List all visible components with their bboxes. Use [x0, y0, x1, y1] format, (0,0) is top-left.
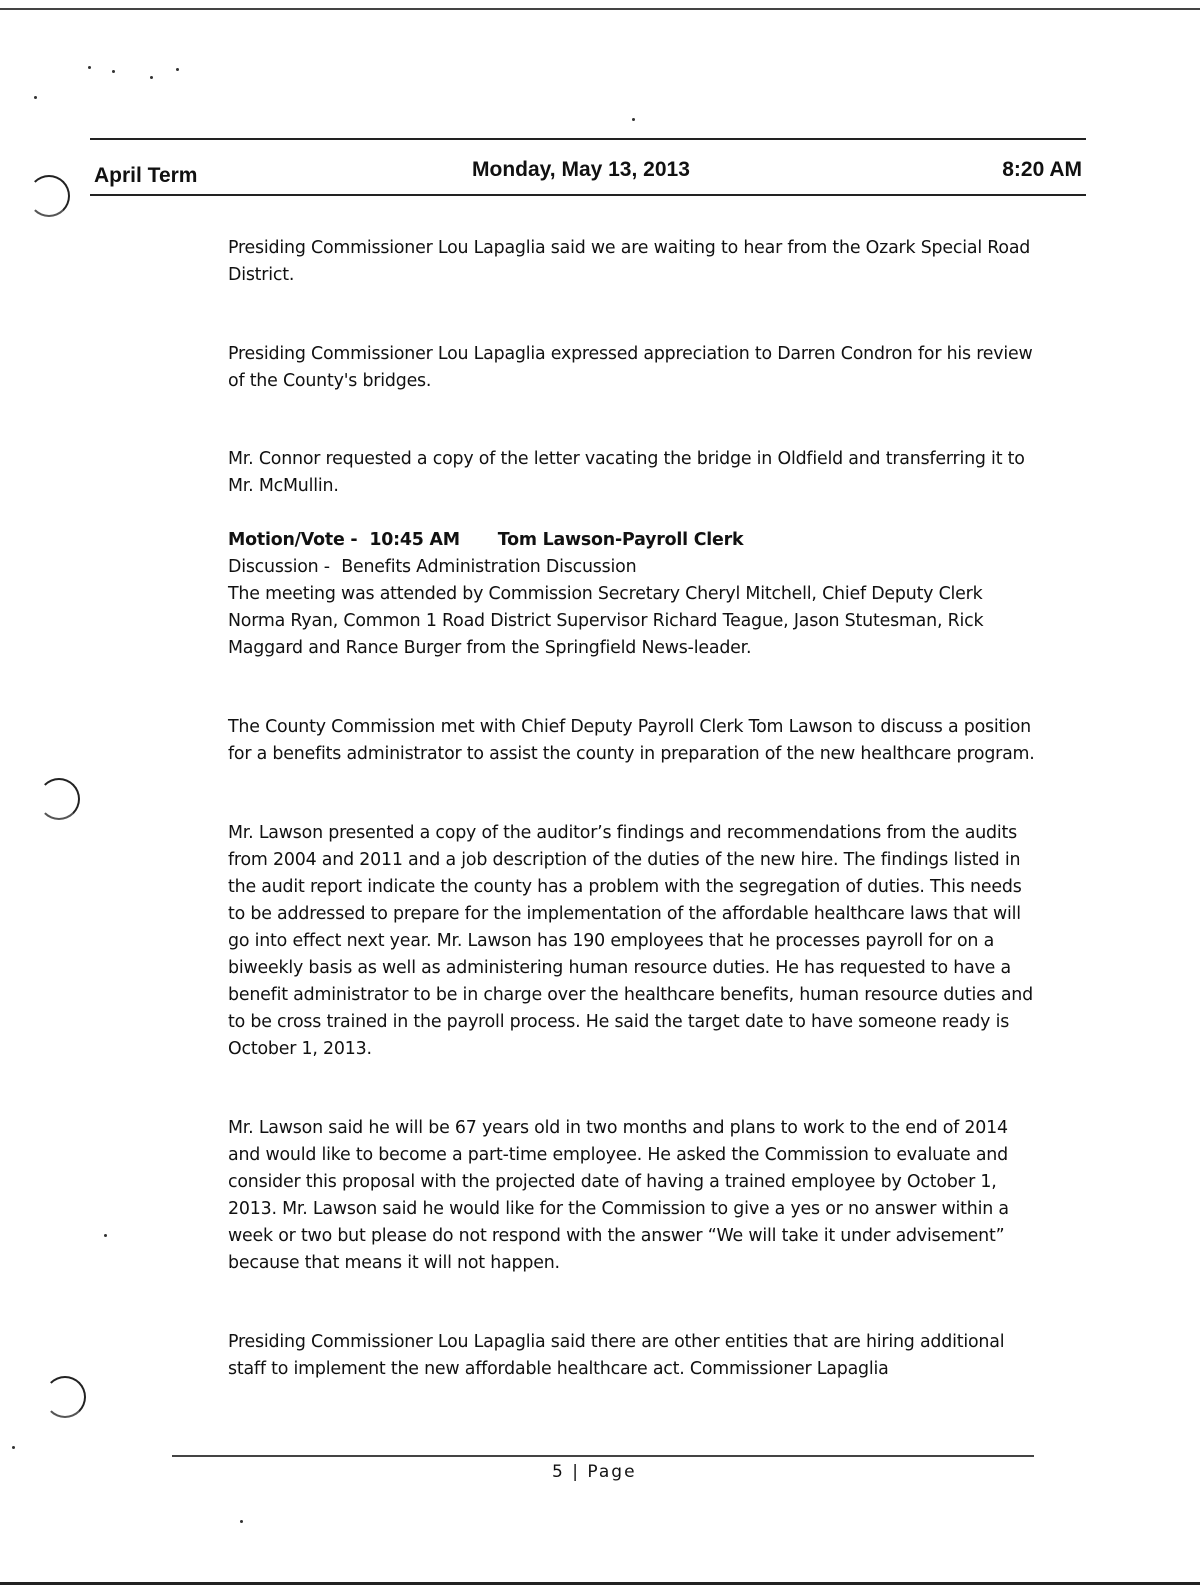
paragraph-lawson-retirement: Mr. Lawson said he will be 67 years old in two months and plans to work to the end of 2014 and would like to become a part-time employee. He asked the Commission to evaluate and consider this proposal with the projected date of having a trained employee by October 1, 2013. Mr. Lawson said he would like for the Commission to give a yes or no answer within a week or two but please do not respond with the answer “We will take it under advisement” because that means it will not happen. — [228, 1118, 1009, 1273]
paragraph-audit-findings: Mr. Lawson presented a copy of the auditor’s findings and recommendations from the audits from 2004 and 2011 and a job description of the duties of the new hire. The findings listed in the audit report indicate the county has a problem with the segregation of duties. This needs to be addressed to prepare for the implementation of the affordable healthcare laws that will go into effect next year. Mr. Lawson has 190 employees that he processes payroll for on a biweekly basis as well as administering human resource duties. He has requested to have a benefit administrator to be in charge over the healthcare benefits, human resource duties and to be cross trained in the payroll process. He said the target date to have someone ready is October 1, 2013. — [228, 823, 1033, 1059]
meeting-time: 8:20 AM — [1002, 158, 1082, 181]
paragraph-oldfield-bridge: Mr. Connor requested a copy of the letter vacating the bridge in Oldfield and transferring it to Mr. McMullin. — [228, 449, 1025, 496]
paragraph-benefits-position: The County Commission met with Chief Deputy Payroll Clerk Tom Lawson to discuss a position for a benefits administrator to assist the county in preparation of the new healthcare program. — [228, 717, 1035, 764]
scan-bottom-border — [0, 1582, 1200, 1585]
scan-top-border — [0, 8, 1200, 10]
motion-vote-label: Motion/Vote - — [228, 530, 358, 550]
scan-speck — [12, 1446, 15, 1449]
agenda-item — [228, 527, 1038, 662]
scan-speck — [112, 70, 115, 73]
term-label: April Term — [94, 164, 198, 187]
header-top-rule — [90, 138, 1086, 140]
scan-speck — [88, 66, 91, 69]
header-bottom-rule — [90, 194, 1086, 196]
scan-speck — [240, 1520, 243, 1523]
paragraph-bridge-review: Presiding Commissioner Lou Lapaglia expressed appreciation to Darren Condron for his review of the County's bridges. — [228, 344, 1033, 391]
paragraph-ozark-road-district: Presiding Commissioner Lou Lapaglia said we are waiting to hear from the Ozark Special Road District. — [228, 238, 1031, 285]
footer-rule — [172, 1455, 1034, 1457]
scan-speck — [150, 76, 153, 79]
scan-speck — [34, 96, 37, 99]
page-header — [90, 150, 1086, 190]
binder-hole-top — [28, 175, 70, 217]
scan-speck — [632, 118, 635, 121]
page-number: 5 | Page — [552, 1462, 637, 1482]
binder-hole-bottom — [44, 1376, 86, 1418]
discussion-label: Discussion - — [228, 557, 330, 577]
motion-vote-time: 10:45 AM — [369, 530, 460, 550]
scan-speck — [176, 68, 179, 71]
paragraph-other-entities: Presiding Commissioner Lou Lapaglia said there are other entities that are hiring additional staff to implement the new affordable healthcare act. Commissioner Lapaglia — [228, 1332, 1005, 1379]
minutes-body — [228, 235, 1038, 1383]
discussion-line — [228, 554, 1038, 581]
page-number-value: 5 — [552, 1462, 565, 1482]
discussion-topic: Benefits Administration Discussion — [341, 557, 637, 577]
binder-hole-middle — [38, 778, 80, 820]
motion-vote-line — [228, 527, 1038, 554]
scan-speck — [104, 1234, 107, 1237]
meeting-date: Monday, May 13, 2013 — [472, 158, 690, 181]
motion-vote-person: Tom Lawson-Payroll Clerk — [497, 530, 744, 550]
paragraph-attendance: The meeting was attended by Commission Secretary Cheryl Mitchell, Chief Deputy Clerk Norma Ryan, Common 1 Road District Supervisor Richard Teague, Jason Stutesman, Rick Maggard and Rance Burger from the Springfield News-leader. — [228, 584, 984, 658]
page-number-label: Page — [587, 1462, 637, 1482]
